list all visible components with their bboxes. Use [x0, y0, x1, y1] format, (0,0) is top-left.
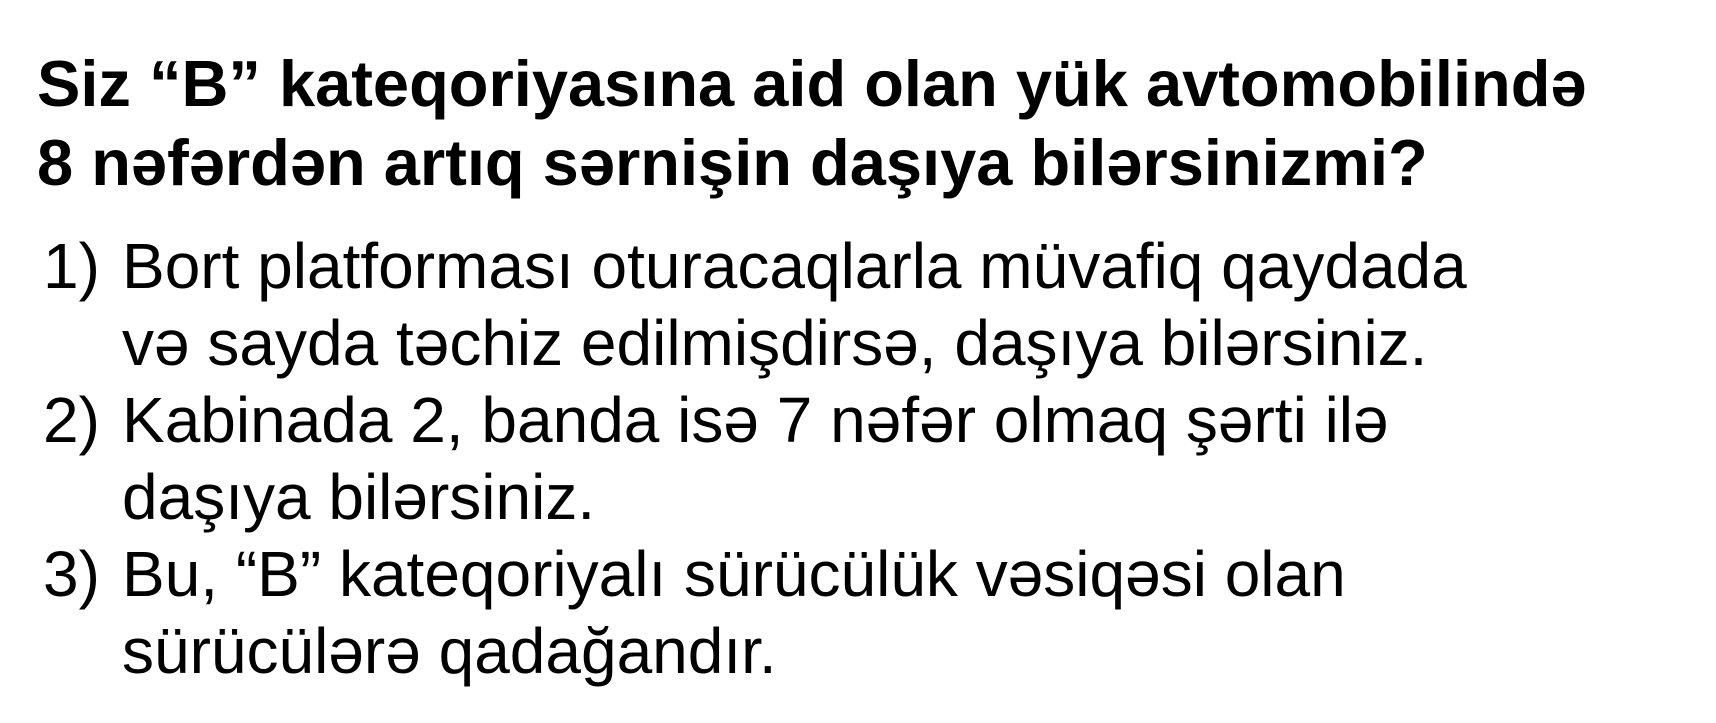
- answer-option-number: 2): [43, 384, 100, 456]
- answer-option-line-1: Kabinada 2, banda isə 7 nəfər olmaq şərti ilə: [122, 384, 1389, 456]
- answer-option-number: 3): [43, 538, 100, 610]
- answer-option-text: [122, 536, 1716, 690]
- answer-option-line-2: sürücülərə qadağandır.: [122, 615, 777, 687]
- answer-option-line-1: Bort platforması oturacaqlarla müvafiq qaydada: [122, 230, 1467, 302]
- answer-options: [0, 228, 1716, 690]
- question-line-2: 8 nəfərdən artıq sərnişin daşıya bilərsinizmi?: [37, 126, 1428, 199]
- answer-option-line-2: daşıya bilərsiniz.: [122, 461, 596, 533]
- answer-option-line-2: və sayda təchiz edilmişdirsə, daşıya bilərsiniz.: [122, 307, 1428, 379]
- answer-option-text: [122, 382, 1716, 536]
- question-line-1: Siz “B” kateqoriyasına aid olan yük avtomobilində: [37, 47, 1587, 120]
- answer-option-1[interactable]: [0, 228, 1716, 382]
- answer-option-text: [122, 228, 1716, 382]
- answer-option-number: 1): [43, 230, 100, 302]
- answer-option-line-1: Bu, “B” kateqoriyalı sürücülük vəsiqəsi olan: [122, 538, 1346, 610]
- answer-option-2[interactable]: [0, 382, 1716, 536]
- answer-option-3[interactable]: [0, 536, 1716, 690]
- question-text: [37, 44, 1707, 202]
